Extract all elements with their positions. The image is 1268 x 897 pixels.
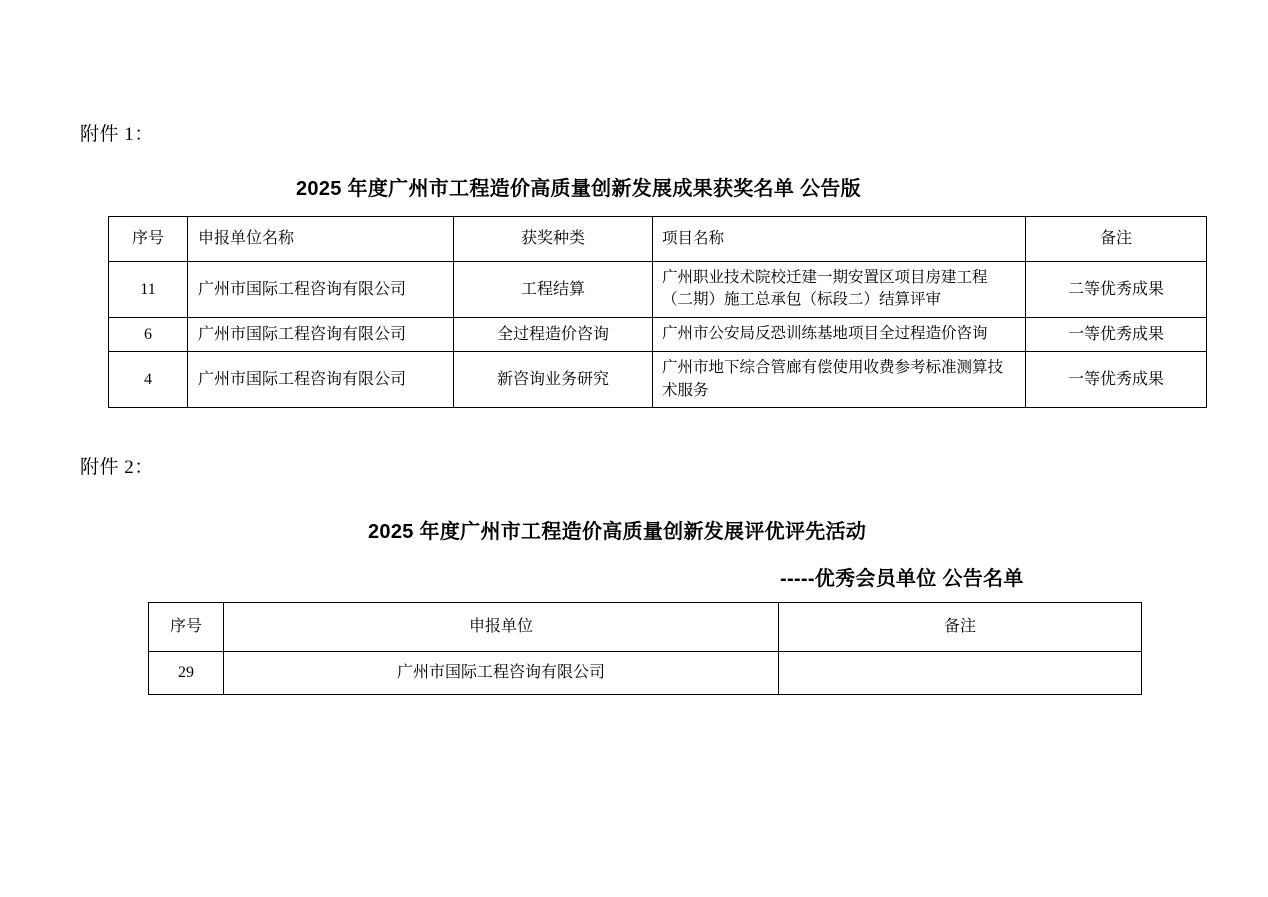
cell-type: 新咨询业务研究	[454, 352, 653, 408]
cell-unit: 广州市国际工程咨询有限公司	[224, 652, 779, 695]
cell-project: 广州市公安局反恐训练基地项目全过程造价咨询	[653, 317, 1026, 351]
table-header-row	[109, 217, 1207, 262]
column-header-no: 序号	[149, 603, 224, 652]
column-header-note: 备注	[779, 603, 1142, 652]
cell-no: 6	[109, 317, 188, 351]
cell-unit: 广州市国际工程咨询有限公司	[188, 317, 454, 351]
cell-note: 二等优秀成果	[1026, 262, 1207, 318]
attachment-1-label: 附件 1：	[80, 124, 154, 145]
attachment-2-label: 附件 2：	[80, 457, 154, 478]
member-unit-table	[148, 602, 1142, 695]
table-row	[149, 652, 1142, 695]
column-header-note: 备注	[1026, 217, 1207, 262]
attachment-2-title-line2: -----优秀会员单位 公告名单	[780, 568, 1024, 590]
cell-unit: 广州市国际工程咨询有限公司	[188, 262, 454, 318]
award-list-table	[108, 216, 1207, 408]
table-header-row	[149, 603, 1142, 652]
cell-type: 工程结算	[454, 262, 653, 318]
cell-unit: 广州市国际工程咨询有限公司	[188, 352, 454, 408]
table-row	[109, 262, 1207, 318]
table-row	[109, 352, 1207, 408]
cell-type: 全过程造价咨询	[454, 317, 653, 351]
attachment-1-title: 2025 年度广州市工程造价高质量创新发展成果获奖名单 公告版	[296, 178, 861, 200]
cell-note: 一等优秀成果	[1026, 317, 1207, 351]
cell-no: 29	[149, 652, 224, 695]
column-header-project: 项目名称	[653, 217, 1026, 262]
column-header-type: 获奖种类	[454, 217, 653, 262]
column-header-no: 序号	[109, 217, 188, 262]
cell-project: 广州职业技术院校迁建一期安置区项目房建工程（二期）施工总承包（标段二）结算评审	[653, 262, 1026, 318]
cell-no: 11	[109, 262, 188, 318]
cell-note: 一等优秀成果	[1026, 352, 1207, 408]
cell-no: 4	[109, 352, 188, 408]
table-row	[109, 317, 1207, 351]
column-header-unit: 申报单位名称	[188, 217, 454, 262]
cell-note	[779, 652, 1142, 695]
attachment-2-title-line1: 2025 年度广州市工程造价高质量创新发展评优评先活动	[368, 521, 867, 543]
cell-project: 广州市地下综合管廊有偿使用收费参考标准测算技术服务	[653, 352, 1026, 408]
column-header-unit: 申报单位	[224, 603, 779, 652]
